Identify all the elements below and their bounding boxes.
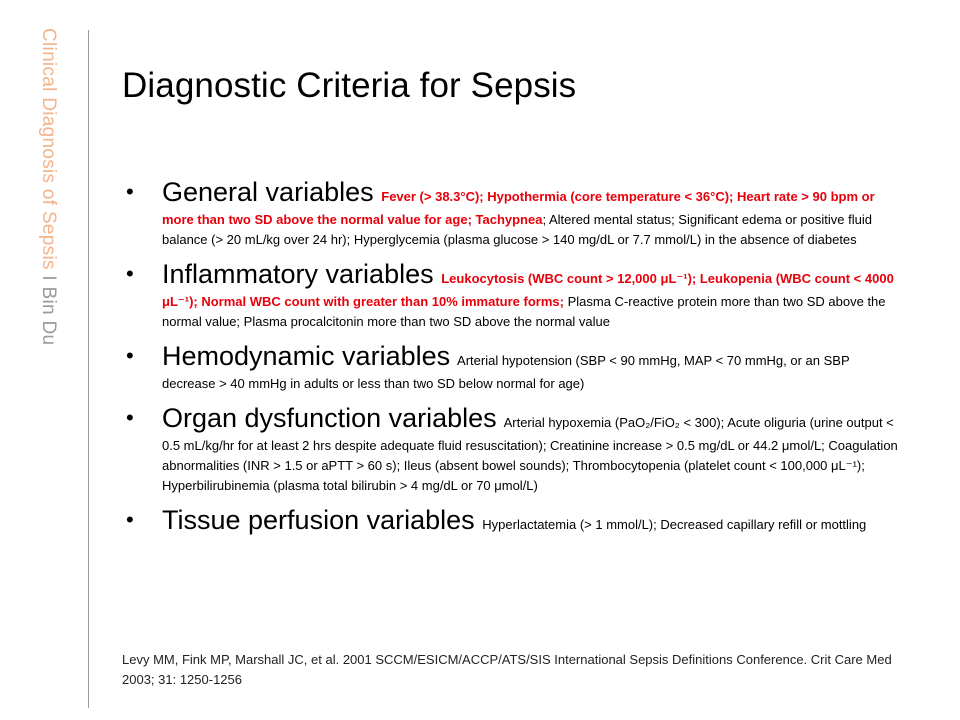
sidebar-label: [28, 28, 68, 408]
bullet-text: Hyperlactatemia (> 1 mmol/L); Decreased capillary refill or mottling: [482, 517, 867, 532]
criteria-list: [122, 174, 902, 544]
bullet-text: Plasma C-reactive protein more than two SD above the normal value; Plasma procalcitonin more than two SD above the normal value: [162, 294, 886, 329]
bullet-dot-icon: •: [126, 261, 134, 286]
sidebar-separator: I: [38, 269, 59, 287]
bullet-organ-dysfunction-variables: [122, 400, 902, 496]
bullet-highlight: Fever (> 38.3°C); Hypothermia (core temperature < 36°C); Heart rate > 90 bpm or more than two SD above the normal value for age; Tachypnea: [162, 189, 875, 227]
bullet-heading: Inflammatory variables: [162, 259, 434, 289]
bullet-dot-icon: •: [126, 343, 134, 368]
bullet-highlight: Leukocytosis (WBC count > 12,000 μL⁻¹); Leukopenia (WBC count < 4000 μL⁻¹); Normal WBC count with greater than 10% immature forms;: [162, 271, 894, 309]
bullet-heading: General variables: [162, 177, 374, 207]
bullet-text: ; Altered mental status; Significant edema or positive fluid balance (> 20 mL/kg over 24 hr); Hyperglycemia (plasma glucose > 140 mg/dL or 7.7 mmol/L) in the absence of diabetes: [162, 212, 872, 247]
bullet-heading: Tissue perfusion variables: [162, 505, 475, 535]
bullet-dot-icon: •: [126, 179, 134, 204]
reference-citation: Levy MM, Fink MP, Marshall JC, et al. 2001 SCCM/ESICM/ACCP/ATS/SIS International Sepsis Definitions Conference. Crit Care Med 2003; 31: 1250-1256: [122, 652, 892, 687]
bullet-hemodynamic-variables: [122, 338, 902, 394]
vertical-divider: [88, 30, 89, 708]
bullet-general-variables: [122, 174, 902, 250]
bullet-text: Arterial hypoxemia (PaO₂/FiO₂ < 300); Acute oliguria (urine output < 0.5 mL/kg/hr for at least 2 hrs despite adequate fluid resuscitation); Creatinine increase > 0.5 mg/dL or 44.2 μmol/L; Coagulation abnormalities (INR > 1.5 or aPTT > 60 s); Ileus (absent bowel sounds); Thrombocytopenia (platelet count < 100,000 μL⁻¹); Hyperbilirubinemia (plasma total bilirubin > 4 mg/dL or 70 μmol/L): [162, 415, 898, 493]
bullet-text: Arterial hypotension (SBP < 90 mmHg, MAP < 70 mmHg, or an SBP decrease > 40 mmHg in adults or less than two SD below normal for age): [162, 353, 850, 391]
sidebar-title: Clinical Diagnosis of Sepsis: [38, 28, 59, 270]
slide-title: Diagnostic Criteria for Sepsis: [122, 66, 577, 105]
bullet-heading: Organ dysfunction variables: [162, 403, 497, 433]
sidebar-author: Bin Du: [38, 286, 59, 346]
bullet-inflammatory-variables: [122, 256, 902, 332]
bullet-tissue-perfusion-variables: [122, 502, 902, 538]
bullet-heading: Hemodynamic variables: [162, 341, 451, 371]
bullet-dot-icon: •: [126, 507, 134, 532]
bullet-dot-icon: •: [126, 405, 134, 430]
